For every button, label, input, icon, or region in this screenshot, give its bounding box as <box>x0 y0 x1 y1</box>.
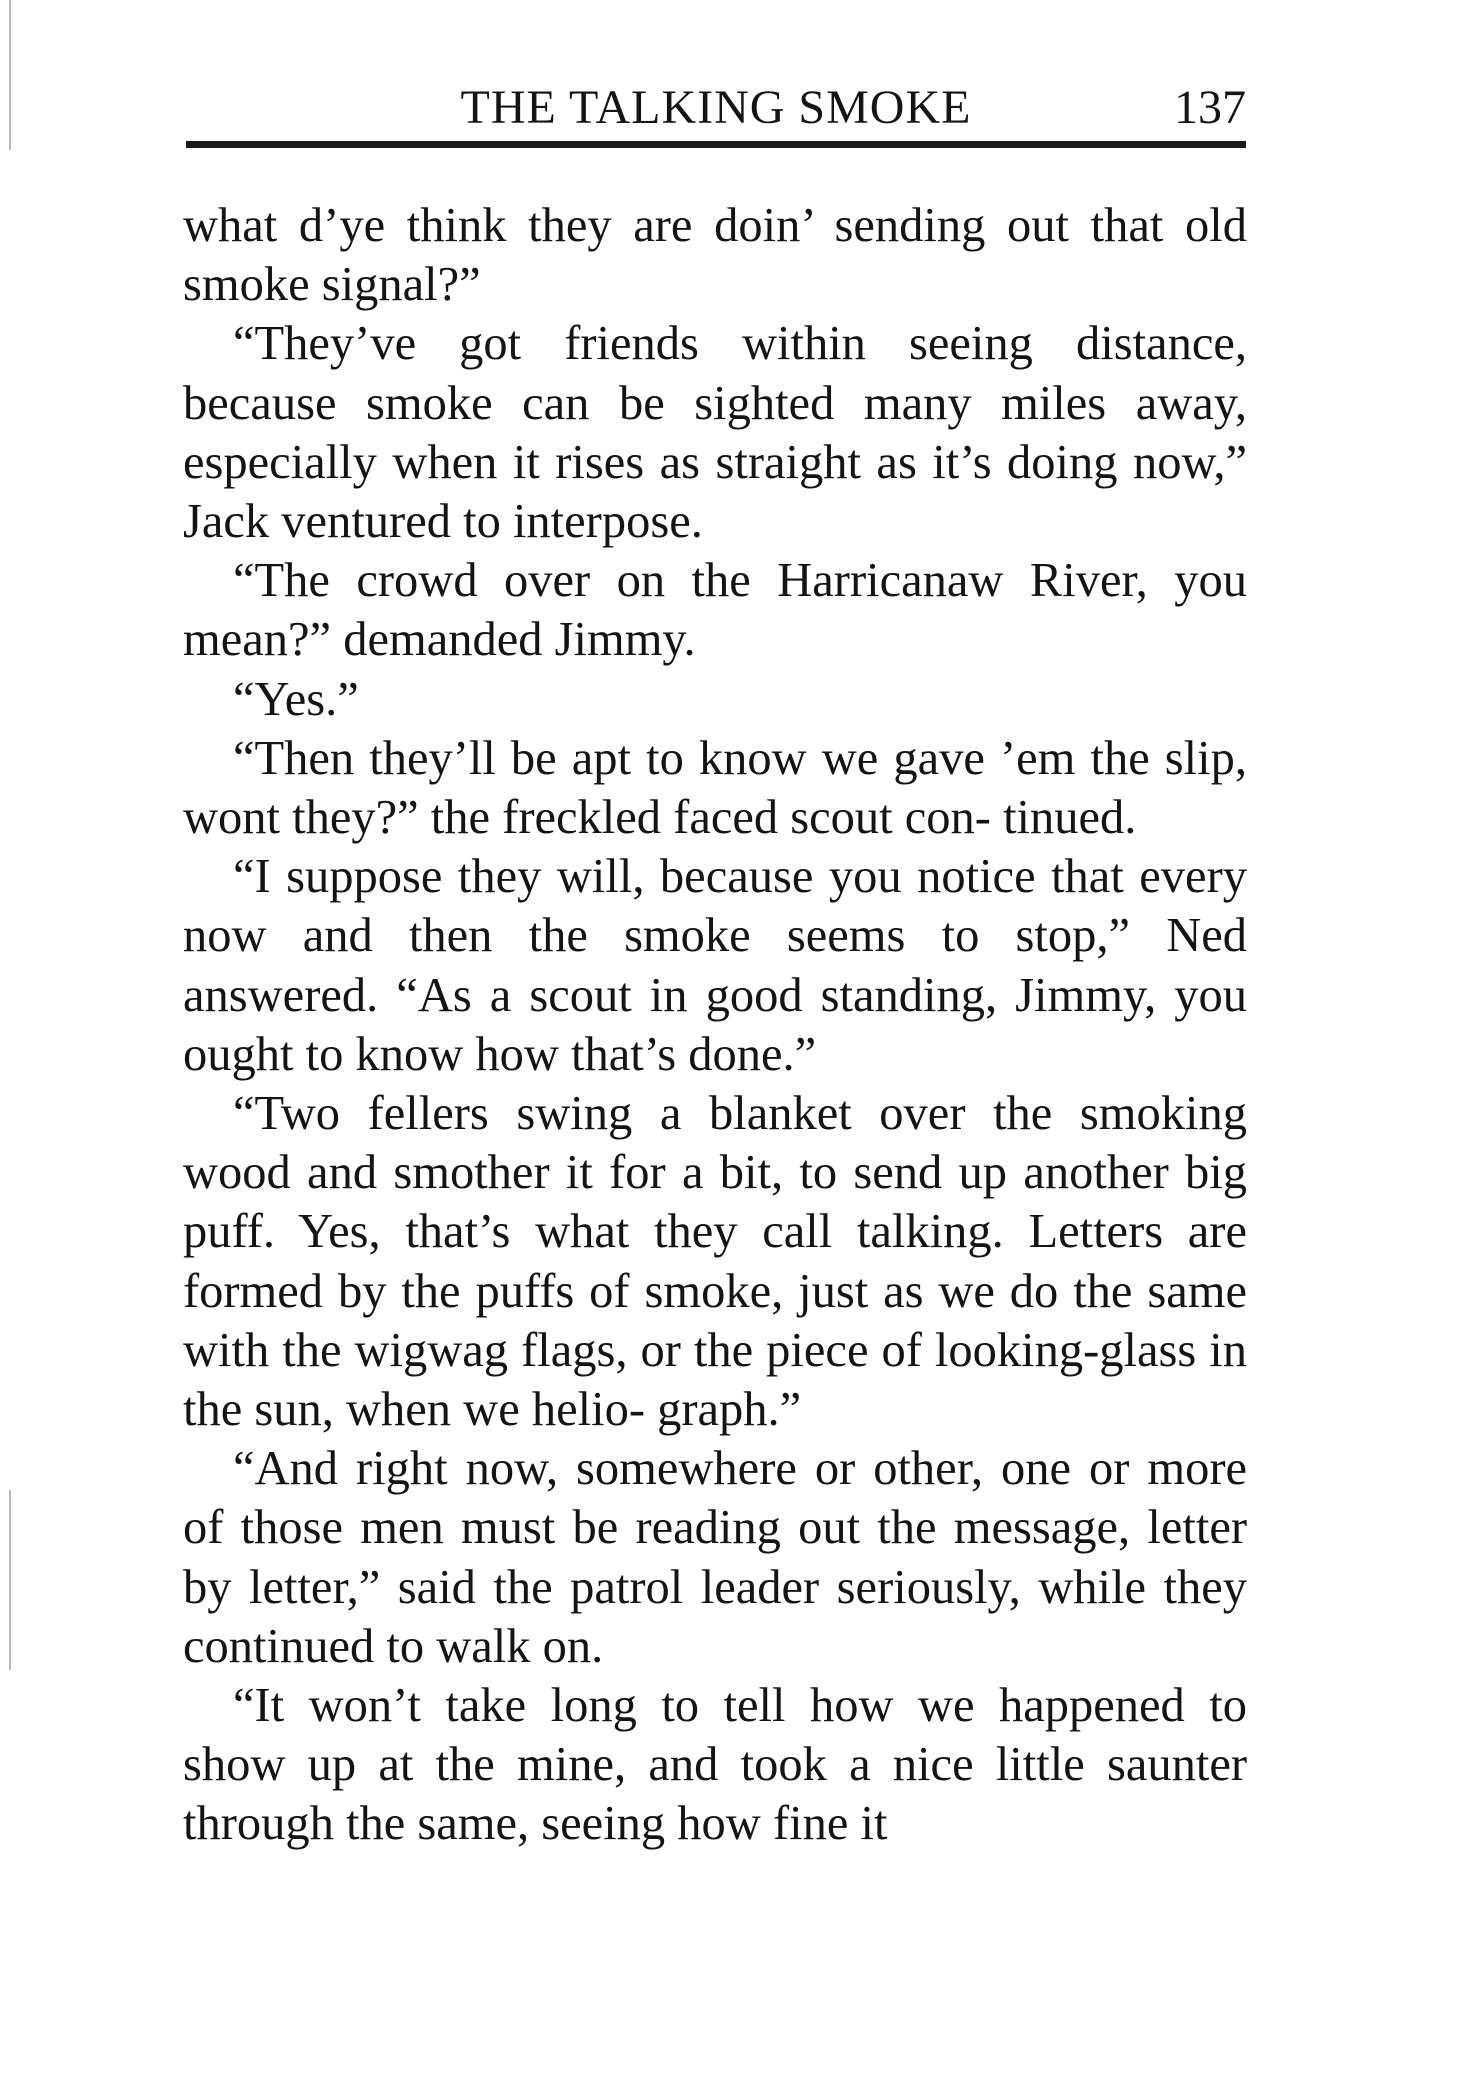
paragraph: “It won’t take long to tell how we happened to show up at the mine, and took a nice little saunter through the same, seeing how fine it <box>183 1679 1247 1851</box>
paragraph: “Two fellers swing a blanket over the smoking wood and smother it for a bit, to send up another big puff. Yes, that’s what they call talking. Letters are formed by the puffs of smoke, just as we do the same with the wigwag flags, or the piece of looking-glass in the sun, when we helio- graph.” <box>183 1087 1247 1437</box>
paragraph: “Yes.” <box>233 672 359 726</box>
header-rule <box>186 141 1246 148</box>
scan-edge-mark <box>9 1490 11 1670</box>
paragraph: “I suppose they will, because you notice that every now and then the smoke seems to stop,” Ned answered. “As a scout in good standing, Jimmy, you ought to know how that’s done.” <box>183 850 1247 1081</box>
paragraph: “And right now, somewhere or other, one or more of those men must be reading out the message, letter by letter,” said the patrol leader seriously, while they continued to walk on. <box>183 1442 1247 1673</box>
paragraph: “The crowd over on the Harricanaw River, you mean?” demanded Jimmy. <box>183 554 1247 667</box>
page-header <box>186 80 1246 136</box>
running-title: THE TALKING SMOKE <box>460 81 972 134</box>
page-number: 137 <box>1174 81 1246 134</box>
paragraph: what d’ye think they are doin’ sending out that old smoke signal?” <box>183 199 1247 312</box>
scan-edge-mark <box>9 0 11 150</box>
body-text <box>183 196 1247 1854</box>
paragraph: “They’ve got friends within seeing distance, because smoke can be sighted many miles away, especially when it rises as straight as it’s doing now,” Jack ventured to interpose. <box>183 317 1247 549</box>
paragraph: “Then they’ll be apt to know we gave ’em the slip, wont they?” the freckled faced scout con- tinued. <box>183 731 1247 845</box>
